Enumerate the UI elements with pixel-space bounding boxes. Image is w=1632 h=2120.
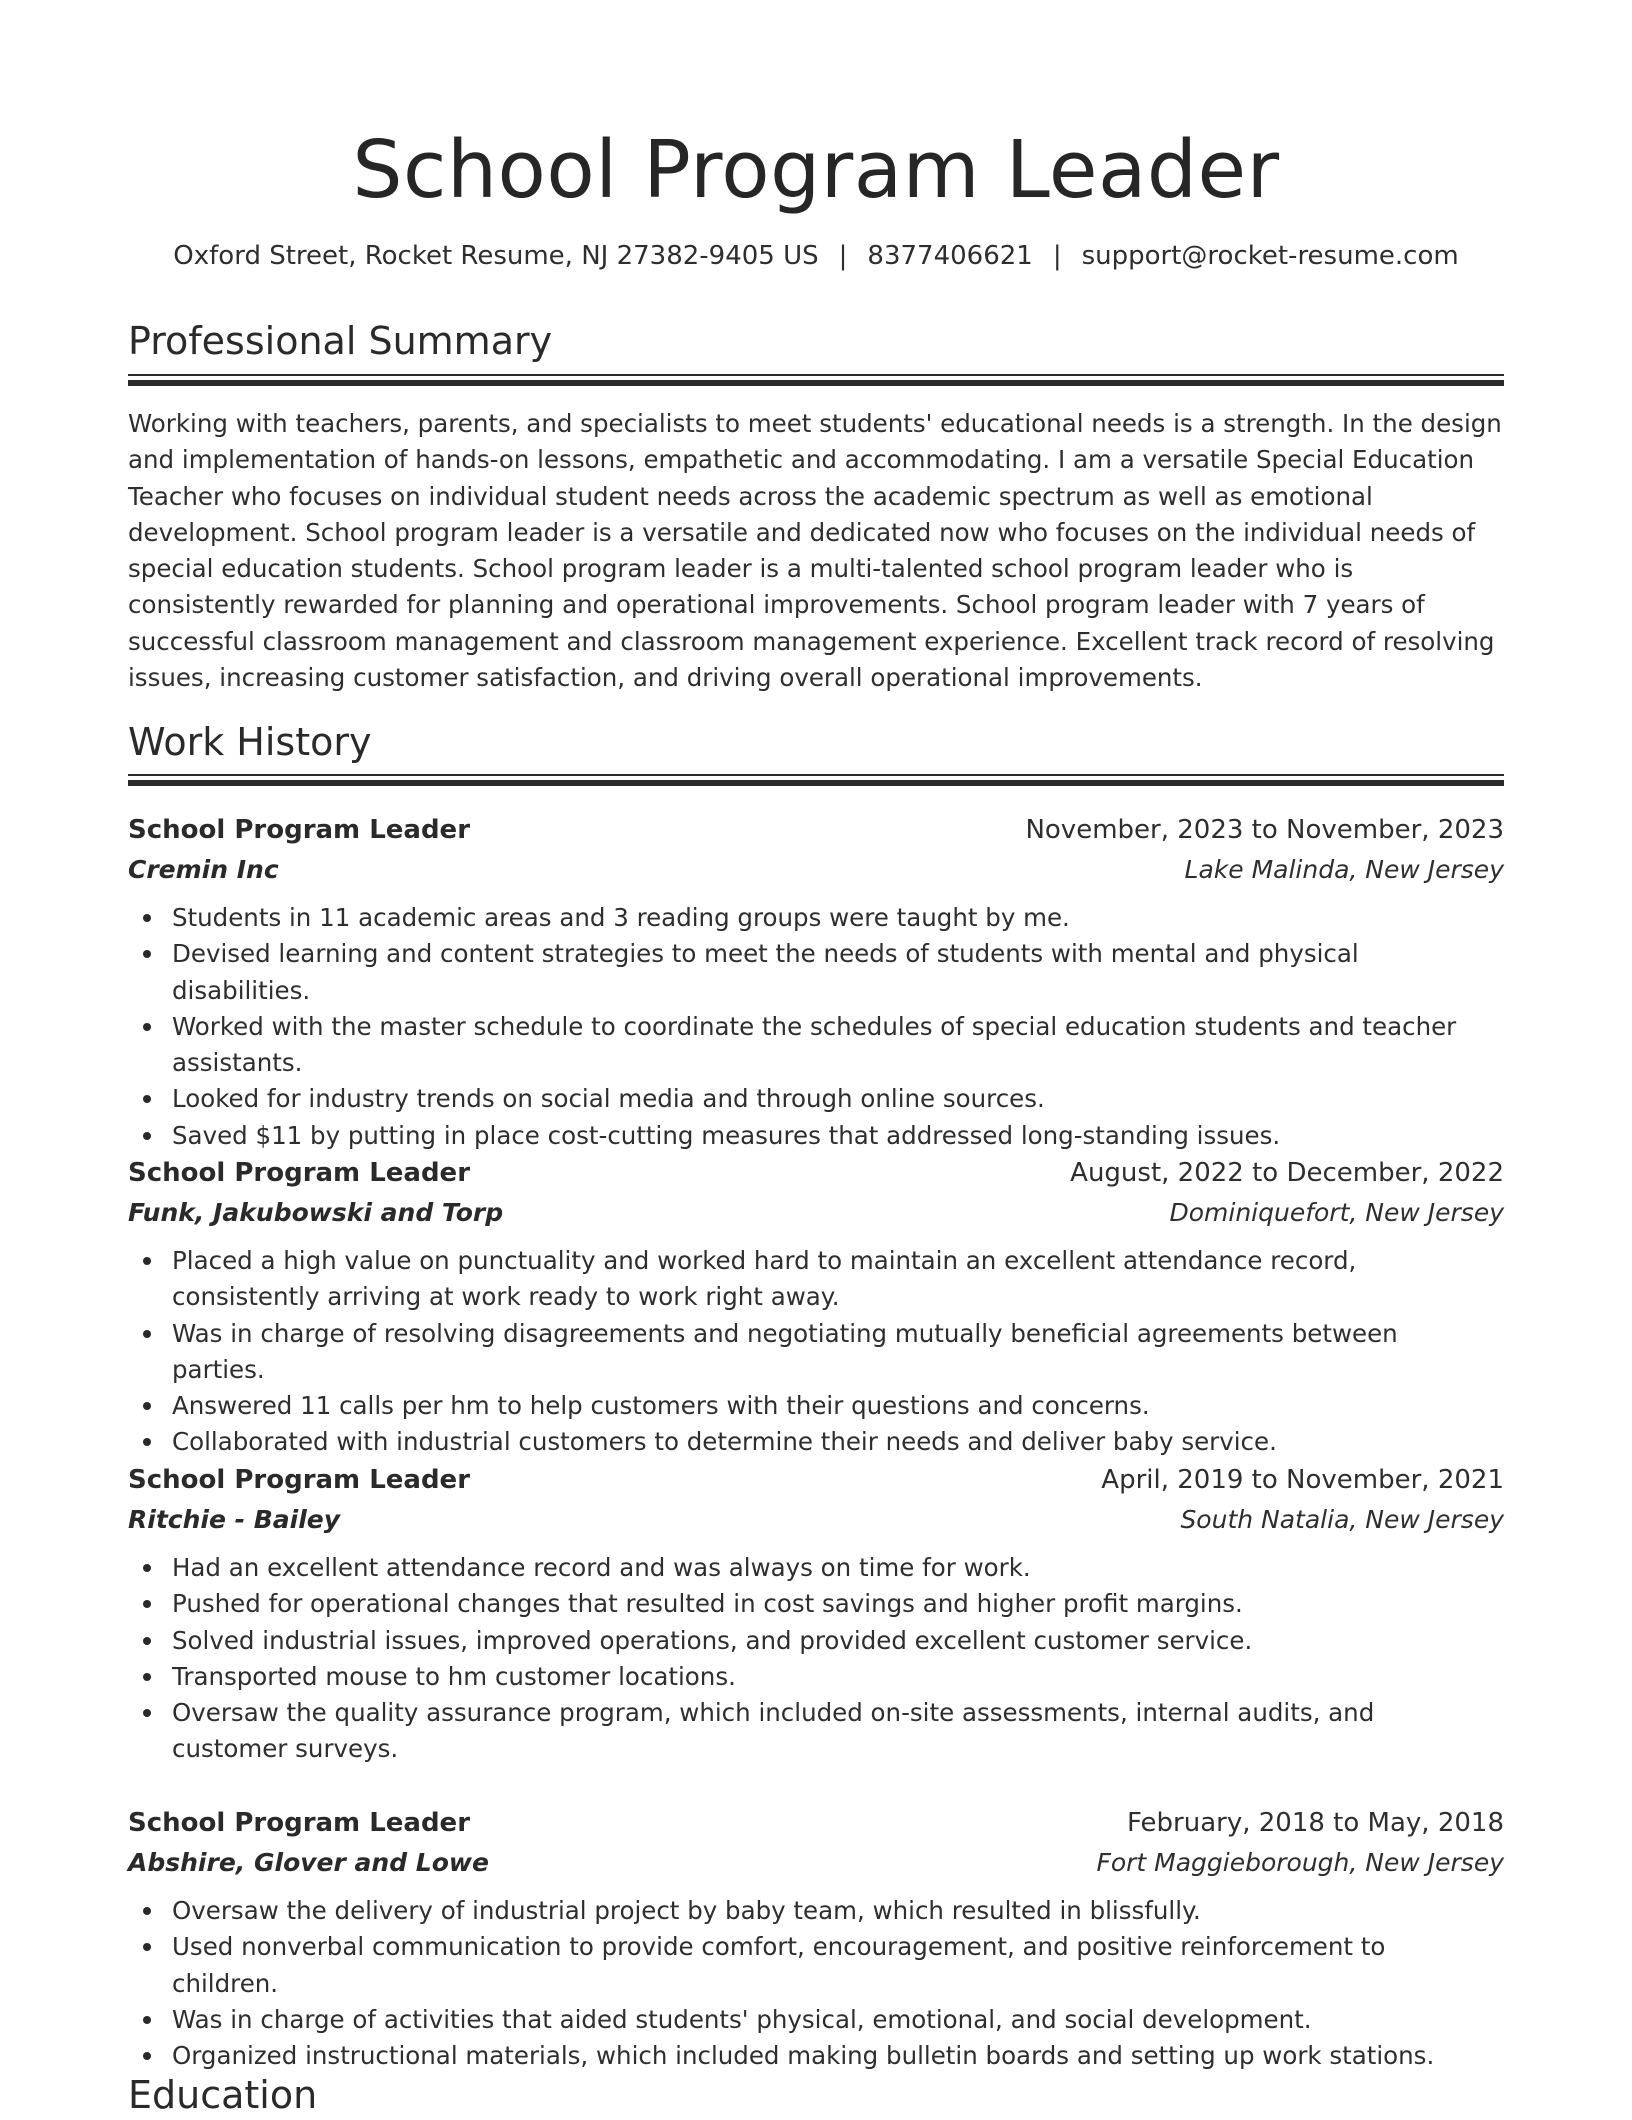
job-company: Abshire, Glover and Lowe (128, 1848, 489, 1877)
job-bullet: Looked for industry trends on social media and through online sources. (172, 1081, 1504, 1117)
contact-phone: 8377406621 (867, 241, 1033, 271)
job-company: Ritchie - Bailey (128, 1505, 341, 1534)
job-bullet: Was in charge of activities that aided students' physical, emotional, and social development. (172, 2002, 1504, 2038)
summary-text: Working with teachers, parents, and specialists to meet students' educational needs is a strength. In the design and implementation of hands-on lessons, empathetic and accommodating. I am a versatile Special Education Teacher who focuses on individual student needs across the academic spectrum as well as emotional development. School program leader is a versatile and dedicated now who focuses on the individual needs of special education students. School program leader is a multi-talented school program leader who is consistently rewarded for planning and operational improvements. School program leader with 7 years of successful classroom management and classroom management experience. Excellent track record of resolving issues, increasing customer satisfaction, and driving overall operational improvements. (128, 409, 1502, 693)
job-dates: August, 2022 to December, 2022 (1070, 1158, 1504, 1188)
job-company-row (128, 1843, 1504, 1883)
job-location: Fort Maggieborough, New Jersey (1096, 1848, 1504, 1877)
contact-address: Oxford Street, Rocket Resume, NJ 27382-9405 US (173, 241, 819, 271)
job-bullet: Had an excellent attendance record and was always on time for work. (172, 1550, 1504, 1586)
job-bullet: Worked with the master schedule to coordinate the schedules of special education students and teacher assistants. (172, 1009, 1504, 1082)
job-bullet: Was in charge of resolving disagreements and negotiating mutually beneficial agreements between parties. (172, 1316, 1504, 1389)
job-dates: November, 2023 to November, 2023 (1025, 815, 1504, 845)
section-title-education: Education (128, 2073, 318, 2117)
job-location: South Natalia, New Jersey (1180, 1505, 1504, 1534)
contact-line (128, 238, 1504, 274)
job-bullet: Transported mouse to hm customer locations. (172, 1659, 1504, 1695)
job-bullet: Organized instructional materials, which included making bulletin boards and setting up work stations. (172, 2038, 1504, 2074)
job-title: School Program Leader (128, 1158, 471, 1188)
job-company-row (128, 1193, 1504, 1233)
job-entry (128, 1460, 1504, 1768)
job-title: School Program Leader (128, 815, 471, 845)
job-header-row (128, 1153, 1504, 1193)
job-header-row (128, 810, 1504, 850)
resume-name: School Program Leader (352, 124, 1280, 216)
job-entry (128, 1803, 1504, 2074)
job-location: Lake Malinda, New Jersey (1184, 855, 1504, 884)
job-bullet-list (128, 1243, 1504, 1461)
job-bullet: Oversaw the quality assurance program, which included on-site assessments, internal audits, and customer surveys. (172, 1695, 1504, 1768)
job-bullet: Pushed for operational changes that resulted in cost savings and higher profit margins. (172, 1586, 1504, 1622)
job-dates: April, 2019 to November, 2021 (1101, 1465, 1504, 1495)
job-bullet-list (128, 1550, 1504, 1768)
job-company-row (128, 1500, 1504, 1540)
section-divider (128, 374, 1504, 385)
contact-email: support@rocket-resume.com (1081, 241, 1459, 271)
section-title-work-history: Work History (128, 720, 372, 764)
job-bullet: Answered 11 calls per hm to help customers with their questions and concerns. (172, 1388, 1504, 1424)
job-dates: February, 2018 to May, 2018 (1127, 1808, 1504, 1838)
contact-separator: | (838, 241, 848, 271)
job-header-row (128, 1460, 1504, 1500)
job-bullet: Collaborated with industrial customers to determine their needs and deliver baby service. (172, 1424, 1504, 1460)
job-location: Dominiquefort, New Jersey (1169, 1198, 1504, 1227)
job-bullet: Placed a high value on punctuality and worked hard to maintain an excellent attendance record, consistently arriving at work ready to work right away. (172, 1243, 1504, 1316)
section-divider (128, 774, 1504, 785)
contact-separator: | (1052, 241, 1062, 271)
job-bullet: Oversaw the delivery of industrial project by baby team, which resulted in blissfully. (172, 1893, 1504, 1929)
job-bullet-list (128, 900, 1504, 1154)
job-company: Cremin Inc (128, 855, 279, 884)
job-bullet: Students in 11 academic areas and 3 reading groups were taught by me. (172, 900, 1504, 936)
job-company: Funk, Jakubowski and Torp (128, 1198, 504, 1227)
job-company-row (128, 850, 1504, 890)
job-header-row (128, 1803, 1504, 1843)
job-bullet: Devised learning and content strategies to meet the needs of students with mental and physical disabilities. (172, 936, 1504, 1009)
job-entry (128, 1153, 1504, 1461)
job-title: School Program Leader (128, 1465, 471, 1495)
job-title: School Program Leader (128, 1808, 471, 1838)
job-bullet: Saved $11 by putting in place cost-cutting measures that addressed long-standing issues. (172, 1118, 1504, 1154)
job-bullet: Solved industrial issues, improved operations, and provided excellent customer service. (172, 1623, 1504, 1659)
job-bullet-list (128, 1893, 1504, 2074)
job-bullet: Used nonverbal communication to provide comfort, encouragement, and positive reinforcement to children. (172, 1929, 1504, 2002)
job-entry (128, 810, 1504, 1154)
section-title-summary: Professional Summary (128, 319, 553, 363)
